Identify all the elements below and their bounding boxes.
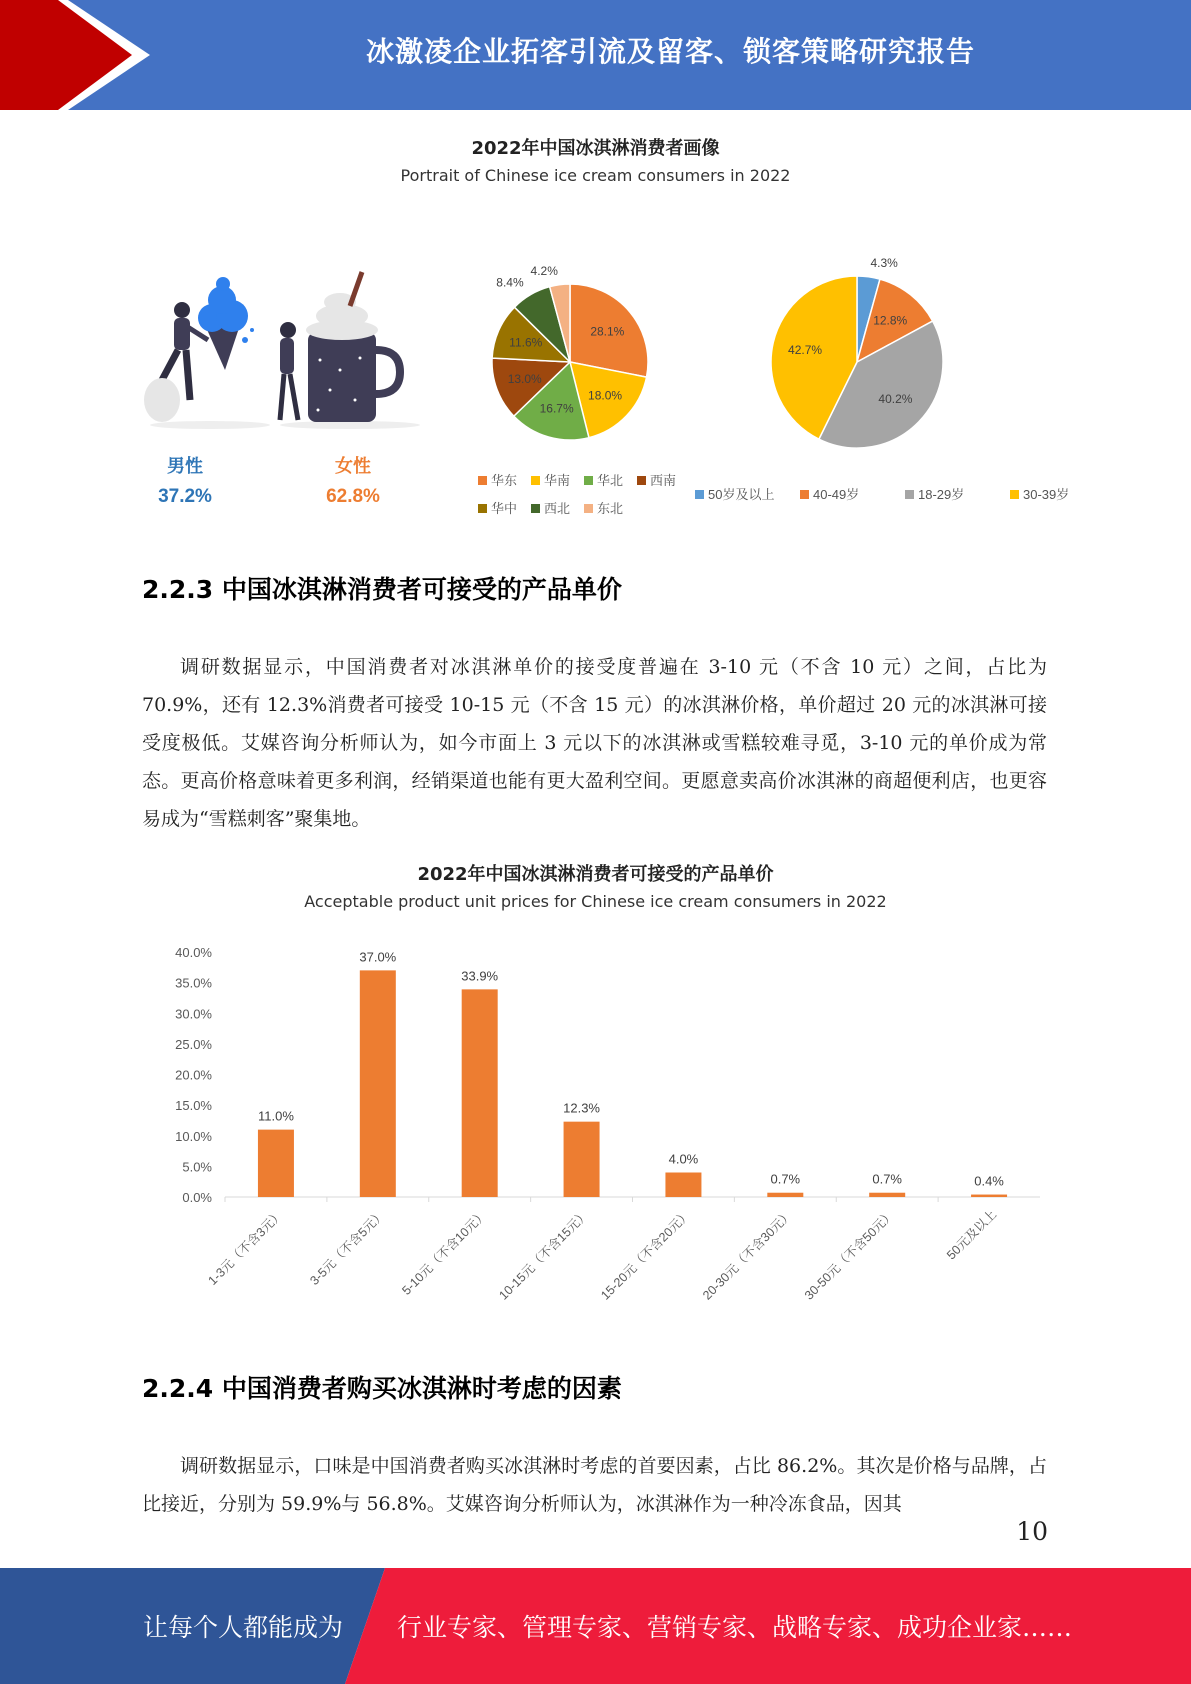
x-tick-label: 50元及以上 xyxy=(944,1207,1000,1263)
legend-swatch xyxy=(531,504,540,513)
header-title: 冰激凌企业拓客引流及留客、锁客策略研究报告 xyxy=(365,35,975,68)
legend-label: 华东 xyxy=(491,473,518,488)
legend-swatch xyxy=(1010,490,1019,499)
pie-data-label: 12.8% xyxy=(873,313,908,328)
legend-label: 华北 xyxy=(597,473,624,488)
pie-data-label: 40.2% xyxy=(878,391,913,406)
female-mug-illustration xyxy=(280,272,420,429)
y-tick-label: 20.0% xyxy=(175,1067,212,1083)
legend-swatch xyxy=(695,490,704,499)
legend-label: 50岁及以上 xyxy=(708,487,775,502)
section-2-2-3-heading: 2.2.3 中国冰淇淋消费者可接受的产品单价 xyxy=(142,575,622,604)
footer-slogan-left: 让每个人都能成为 xyxy=(143,1613,344,1642)
legend-label: 40-49岁 xyxy=(813,487,860,502)
bar xyxy=(869,1193,905,1197)
male-icecream-illustration xyxy=(144,277,270,429)
bar-value-label: 0.7% xyxy=(770,1171,801,1187)
x-tick-label: 5-10元（不含10元） xyxy=(399,1207,490,1298)
pie-data-label: 28.1% xyxy=(590,324,625,339)
pie-data-label: 4.3% xyxy=(870,255,898,270)
legend-swatch xyxy=(584,504,593,513)
figure1-title: 2022年中国冰淇淋消费者画像 xyxy=(471,138,720,159)
y-tick-label: 0.0% xyxy=(182,1190,212,1205)
male-percentage: 37.2% xyxy=(158,486,212,507)
footer-slogan-right: 行业专家、管理专家、营销专家、战略专家、成功企业家…… xyxy=(397,1613,1073,1642)
figure1-subtitle: Portrait of Chinese ice cream consumers in 2022 xyxy=(400,166,791,185)
section-2-2-4-heading: 2.2.4 中国消费者购买冰淇淋时考虑的因素 xyxy=(142,1374,622,1403)
paragraph-text: 调研数据显示，口味是中国消费者购买冰淇淋时考虑的首要因素，占比 86.2%。其次是价格与品牌，占比接近，分别为 59.9%与 56.8%。艾媒咨询分析师认为，冰淇淋作为一种冷冻食品，因其 xyxy=(142,1455,1047,1515)
bar xyxy=(564,1122,600,1197)
pie-data-label: 13.0% xyxy=(507,371,542,386)
bar xyxy=(971,1195,1007,1197)
bar-value-label: 37.0% xyxy=(359,949,397,965)
bar-value-label: 11.0% xyxy=(257,1108,294,1124)
bar-value-label: 0.7% xyxy=(872,1171,903,1187)
legend-swatch xyxy=(531,476,540,485)
bar-value-label: 4.0% xyxy=(668,1151,699,1167)
bar-value-label: 33.9% xyxy=(461,968,499,984)
y-tick-label: 15.0% xyxy=(175,1098,212,1114)
pie-data-label: 16.7% xyxy=(539,401,574,416)
y-tick-label: 25.0% xyxy=(175,1036,212,1052)
legend-swatch xyxy=(637,476,646,485)
legend-label: 西北 xyxy=(544,501,571,516)
y-tick-label: 5.0% xyxy=(182,1159,212,1175)
figure2-subtitle: Acceptable product unit prices for Chinese ice cream consumers in 2022 xyxy=(304,892,887,911)
pie-data-label: 42.7% xyxy=(788,342,823,357)
page-number: 10 xyxy=(1016,1517,1048,1546)
figure2-title: 2022年中国冰淇淋消费者可接受的产品单价 xyxy=(417,864,774,885)
legend-swatch xyxy=(478,504,487,513)
legend-label: 18-29岁 xyxy=(918,487,965,502)
legend-label: 华南 xyxy=(544,473,571,488)
pie-data-label: 8.4% xyxy=(496,275,524,290)
y-tick-label: 40.0% xyxy=(175,945,212,960)
female-percentage: 62.8% xyxy=(326,486,380,507)
pie-data-label: 11.6% xyxy=(509,335,543,350)
x-tick-label: 3-5元（不含5元） xyxy=(307,1207,388,1288)
region-pie-chart xyxy=(470,262,677,527)
x-tick-label: 1-3元（不含3元） xyxy=(205,1207,287,1288)
page-header xyxy=(0,0,1191,110)
legend-swatch xyxy=(478,476,487,485)
bar xyxy=(462,989,498,1197)
legend-label: 西南 xyxy=(650,473,677,488)
y-tick-label: 30.0% xyxy=(175,1006,212,1022)
bar-value-label: 12.3% xyxy=(563,1100,600,1116)
gender-illustration xyxy=(140,270,440,430)
bar xyxy=(767,1193,803,1197)
bar xyxy=(665,1173,701,1198)
x-tick-label: 20-30元（不含30元） xyxy=(700,1207,796,1303)
legend-label: 30-39岁 xyxy=(1023,487,1070,502)
legend-swatch xyxy=(800,490,809,499)
legend-swatch xyxy=(584,476,593,485)
bar-value-label: 0.4% xyxy=(974,1173,1004,1189)
x-tick-label: 10-15元（不含15元） xyxy=(496,1207,592,1303)
legend-label: 东北 xyxy=(597,501,624,516)
bar xyxy=(258,1130,294,1197)
x-tick-label: 30-50元（不含50元） xyxy=(801,1207,898,1303)
x-tick-label: 15-20元（不含20元） xyxy=(598,1207,694,1303)
section-2-2-4-paragraph xyxy=(142,1447,1047,1523)
paragraph-text: 调研数据显示，中国消费者对冰淇淋单价的接受度普遍在 3-10 元（不含 10 元）之间，占比为 70.9%，还有 12.3%消费者可接受 10-15 元（不含 15 元）的冰淇淋价格，单价超过 20 元的冰淇淋可接受度极低。艾媒咨询分析师认为，如今市面上 3 元以下的冰淇淋或雪糕较难寻觅，3-10 元的单价成为常态。更高价格意味着更多利润，经销渠道也能有更大盈利空间。更愿意卖高价冰淇淋的商超便利店，也更容易成为“雪糕刺客”聚集地。 xyxy=(142,656,1047,830)
male-label: 男性 xyxy=(167,456,203,476)
section-2-2-3-paragraph xyxy=(142,648,1047,838)
legend-label: 华中 xyxy=(491,501,518,516)
y-tick-label: 35.0% xyxy=(175,975,212,991)
age-pie-chart xyxy=(680,255,1070,512)
y-tick-label: 10.0% xyxy=(175,1128,212,1144)
page-footer xyxy=(0,1568,1191,1684)
pie-data-label: 18.0% xyxy=(588,388,623,403)
unit-price-bar-chart xyxy=(150,935,1050,1315)
bar xyxy=(360,970,396,1197)
pie-data-label: 4.2% xyxy=(530,263,558,278)
female-label: 女性 xyxy=(335,456,371,476)
legend-swatch xyxy=(905,490,914,499)
